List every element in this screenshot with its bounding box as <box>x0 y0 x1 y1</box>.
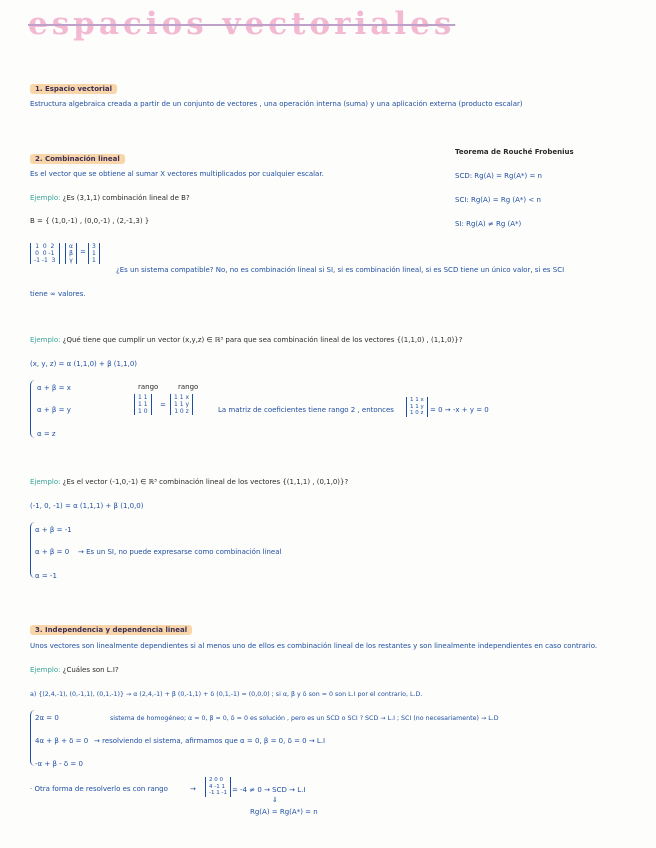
rango-label-2: rango <box>178 383 199 391</box>
rouche-scd: SCD: Rg(A) = Rg(A*) = n <box>455 172 542 180</box>
section-1-heading: 1. Espacio vectorial <box>30 76 117 95</box>
example-1-rhs: 3 1 1 <box>88 243 100 264</box>
example-2-text: La matriz de coeficientes tiene rango 2 , entonces <box>218 406 394 414</box>
example-3: Ejemplo: ¿Es el vector (-1,0,-1) ∈ ℝ³ combinación lineal de los vectores {(1,1,1) , (0,1,0)}? <box>30 478 349 486</box>
rouche-sci: SCI: Rg(A) = Rg (A*) < n <box>455 196 541 204</box>
section-3-eq-1: 2α = 0 <box>35 714 59 722</box>
section-3-example: Ejemplo: ¿Cuáles son L.I? <box>30 666 119 674</box>
example-2-equation: (x, y, z) = α (1,1,0) + β (1,1,0) <box>30 360 138 368</box>
rouche-si: SI: Rg(A) ≠ Rg (A*) <box>455 220 522 228</box>
section-3-note-2: → resolviendo el sistema, afirmamos que α = 0, β = 0, δ = 0 → L.I <box>94 737 326 745</box>
example-3-equation: (-1, 0, -1) = α (1,1,1) + β (1,0,0) <box>30 502 144 510</box>
example-2-eq-2: α + β = y <box>37 406 71 414</box>
section-1-body: Estructura algebraica creada a partir de un conjunto de vectores , una operación interna (suma) y una aplicación externa (producto escalar) <box>30 100 523 108</box>
section-2-heading: 2. Combinación lineal <box>30 146 125 165</box>
example-2-det: 1 1 x 1 1 y 1 0 z <box>406 397 428 417</box>
section-3-eq-2: 4α + β + δ = 0 <box>35 737 89 745</box>
example-2-coef-matrix: 1 1 1 1 1 0 <box>134 394 152 415</box>
section-3-arrow: ⇓ <box>272 796 278 804</box>
example-1-matrix: 1 0 2 0 0 -1 -1 -1 3 <box>30 243 60 264</box>
section-3-note-1: sistema de homogéneo; α = 0, β = 0, δ = 0 es solución , pero es un SCD o SCI ? SCD → L.I ; SCI (no necesariamente) → L.D <box>110 715 499 722</box>
rouche-title: Teorema de Rouché Frobenius <box>455 148 574 156</box>
example-3-eq-1: α + β = -1 <box>35 526 72 534</box>
example-1-set: B = { (1,0,-1) , (0,0,-1) , (2,-1,3) } <box>30 217 150 225</box>
section-3-det-result: = -4 ≠ 0 → SCD → L.I <box>232 786 306 794</box>
section-3-rg: Rg(A) = Rg(A*) = n <box>250 808 318 816</box>
example-3-result: → Es un SI, no puede expresarse como combinación lineal <box>78 548 282 556</box>
section-3-body: Unos vectores son linealmente dependientes si al menos uno de ellos es combinación lineal de los restantes y son linealmente independientes en caso contrario. <box>30 642 598 650</box>
example-3-eq-3: α = -1 <box>35 572 57 580</box>
example-1-vars: α β γ <box>65 243 77 264</box>
example-2: Ejemplo: ¿Qué tiene que cumplir un vector (x,y,z) ∈ ℝ³ para que sea combinación lineal de los vectores {(1,1,0) , (1,1,0)}? <box>30 336 463 344</box>
example-3-eq-2: α + β = 0 <box>35 548 70 556</box>
example-2-eq-1: α + β = x <box>37 384 71 392</box>
example-2-brace <box>30 380 35 438</box>
rango-label-1: rango <box>138 383 159 391</box>
example-2-aug-matrix: 1 1 x 1 1 y 1 0 z <box>170 394 193 415</box>
example-1-answer: ¿Es un sistema compatible? No, no es combinación lineal si SI, si es combinación lineal, si es SCD tiene un único valor, si es SCI <box>116 266 565 274</box>
example-1: Ejemplo: ¿Es (3,1,1) combinación lineal de B? <box>30 194 190 202</box>
section-3-det: 2 0 0 4 -1 1 -1 1 -1 <box>205 777 231 797</box>
section-3-heading: 3. Independencia y dependencia lineal <box>30 617 192 636</box>
example-2-eq-3: α = z <box>37 430 56 438</box>
section-3-a-line: a) {(2,4,-1), (0,-1,1), (0,1,-1)} → α (2,4,-1) + β (0,-1,1) + δ (0,1,-1) = (0,0,0) ; si α, β y δ son = 0 son L.I por el contrario, L.D. <box>30 691 423 698</box>
section-2-body: Es el vector que se obtiene al sumar X vectores multiplicados por cualquier escalar. <box>30 170 324 178</box>
page-title: espacios vectoriales <box>28 6 456 42</box>
section-3-eq-3: -α + β - δ = 0 <box>35 760 83 768</box>
example-2-result: = 0 → -x + y = 0 <box>430 406 489 414</box>
example-1-answer-cont: tiene ∞ valores. <box>30 290 86 298</box>
section-3-other-way: · Otra forma de resolverlo es con rango <box>30 785 168 793</box>
